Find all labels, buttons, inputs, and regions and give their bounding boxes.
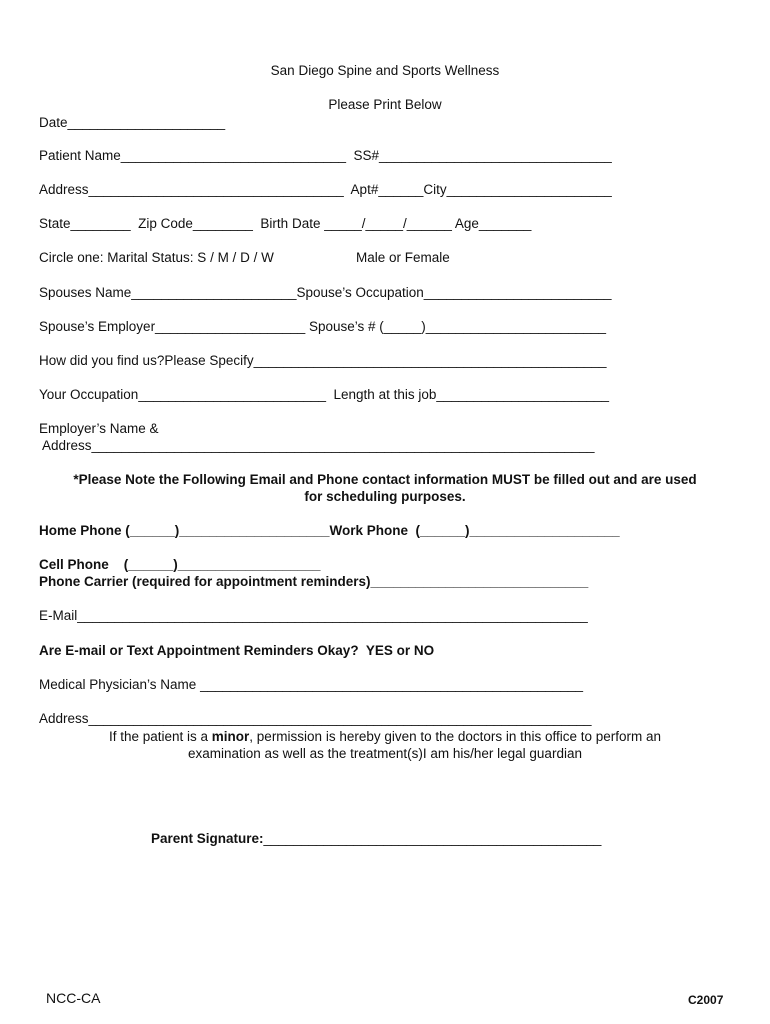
copyright-code: C2007 [688, 993, 724, 1007]
occupation-length-field[interactable]: Your Occupation_________________________ Length at this job_______________________ [39, 387, 610, 402]
physician-name-field[interactable]: Medical Physician’s Name ___________________________________________________ [39, 677, 583, 692]
spouse-employer-number-field[interactable]: Spouse’s Employer____________________ Spouse’s # (_____)________________________ [39, 319, 606, 334]
parent-signature-row[interactable] [151, 830, 601, 847]
print-instruction: Please Print Below [328, 97, 442, 112]
parent-signature-line[interactable]: _____________________________________________ [263, 831, 602, 846]
reminders-question[interactable]: Are E-mail or Text Appointment Reminders Okay? YES or NO [39, 643, 435, 658]
phone-carrier-field[interactable]: Phone Carrier (required for appointment reminders)_____________________________ [39, 574, 589, 589]
state-zip-birth-age-field[interactable]: State________ Zip Code________ Birth Date _____/_____/______ Age_______ [39, 216, 532, 231]
employer-name-label: Employer’s Name & [39, 421, 159, 436]
patient-name-ssn-field[interactable]: Patient Name______________________________ SS#_______________________________ [39, 148, 612, 163]
consent-line2: examination as well as the treatment(s)I am his/her legal guardian [188, 746, 582, 761]
form-code: NCC-CA [46, 990, 101, 1006]
gender-field[interactable]: Male or Female [356, 250, 450, 265]
address-apt-city-field[interactable]: Address__________________________________ Apt#______City______________________ [39, 182, 612, 197]
physician-address-field[interactable]: Address___________________________________________________________________ [39, 711, 592, 726]
cell-phone-field[interactable]: Cell Phone (______)___________________ [39, 557, 321, 572]
consent-text-before: If the patient is a [108, 729, 212, 744]
contact-notice-line1: *Please Note the Following Email and Phone contact information MUST be filled out and are used [73, 472, 697, 487]
consent-minor-word: minor [211, 729, 250, 744]
email-field[interactable]: E-Mail____________________________________________________________________ [39, 608, 588, 623]
consent-line1 [0, 728, 770, 745]
clinic-name: San Diego Spine and Sports Wellness [270, 63, 500, 78]
contact-notice-line2: for scheduling purposes. [304, 489, 466, 504]
home-work-phone-field[interactable]: Home Phone (______)____________________Work Phone (______)____________________ [39, 523, 620, 538]
date-field[interactable]: Date_____________________ [39, 115, 226, 130]
spouse-name-occupation-field[interactable]: Spouses Name______________________Spouse’s Occupation_________________________ [39, 285, 612, 300]
consent-text-after: , permission is hereby given to the doctors in this office to perform an [249, 729, 662, 744]
marital-status-field[interactable]: Circle one: Marital Status: S / M / D / W [39, 250, 274, 265]
parent-signature-label: Parent Signature: [151, 831, 264, 846]
employer-address-field[interactable]: Address___________________________________________________________________ [39, 438, 595, 453]
referral-field[interactable]: How did you find us?Please Specify_______________________________________________ [39, 353, 607, 368]
